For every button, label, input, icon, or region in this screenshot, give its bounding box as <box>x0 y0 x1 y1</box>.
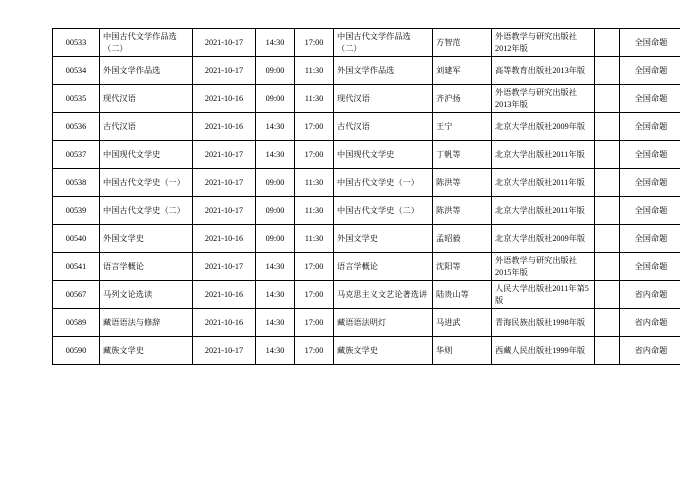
cell-book-title: 藏语语法明灯 <box>334 309 433 337</box>
cell-course-name: 古代汉语 <box>100 113 193 141</box>
cell-publisher: 北京大学出版社2009年版 <box>492 225 595 253</box>
cell-course-name: 语言学概论 <box>100 253 193 281</box>
cell-course-name: 藏语语法与修辞 <box>100 309 193 337</box>
table-row <box>53 113 680 141</box>
cell-book-title: 古代汉语 <box>334 113 433 141</box>
cell-exam-date: 2021-10-17 <box>193 169 256 197</box>
cell-course-name: 外国文学史 <box>100 225 193 253</box>
cell-blank <box>595 57 620 85</box>
cell-course-code: 00538 <box>53 169 100 197</box>
cell-exam-date: 2021-10-16 <box>193 113 256 141</box>
cell-course-name: 中国古代文学作品选（二） <box>100 29 193 57</box>
cell-book-title: 中国古代文学史（二） <box>334 197 433 225</box>
cell-author: 沈阳等 <box>433 253 492 281</box>
table-row <box>53 169 680 197</box>
cell-publisher: 高等教育出版社2013年版 <box>492 57 595 85</box>
cell-publisher: 北京大学出版社2011年版 <box>492 141 595 169</box>
cell-book-title: 马克思主义文艺论著选讲 <box>334 281 433 309</box>
table-row <box>53 225 680 253</box>
cell-book-title: 外国文学作品选 <box>334 57 433 85</box>
cell-exam-date: 2021-10-17 <box>193 337 256 365</box>
cell-blank <box>595 281 620 309</box>
table-row <box>53 85 680 113</box>
cell-author: 华则 <box>433 337 492 365</box>
cell-author: 陆贵山等 <box>433 281 492 309</box>
cell-end-time: 17:00 <box>295 309 334 337</box>
cell-publisher: 外语教学与研究出版社2012年版 <box>492 29 595 57</box>
cell-exam-scope: 省内命题 <box>620 309 680 337</box>
table-row <box>53 253 680 281</box>
cell-exam-date: 2021-10-17 <box>193 253 256 281</box>
cell-exam-date: 2021-10-16 <box>193 281 256 309</box>
cell-book-title: 中国古代文学史（一） <box>334 169 433 197</box>
cell-exam-scope: 全国命题 <box>620 197 680 225</box>
table-row <box>53 197 680 225</box>
table-row <box>53 29 680 57</box>
cell-book-title: 藏族文学史 <box>334 337 433 365</box>
cell-blank <box>595 29 620 57</box>
cell-end-time: 17:00 <box>295 337 334 365</box>
cell-end-time: 11:30 <box>295 225 334 253</box>
cell-exam-date: 2021-10-16 <box>193 309 256 337</box>
cell-end-time: 17:00 <box>295 29 334 57</box>
cell-course-name: 中国现代文学史 <box>100 141 193 169</box>
cell-exam-scope: 全国命题 <box>620 253 680 281</box>
cell-exam-scope: 全国命题 <box>620 225 680 253</box>
cell-start-time: 14:30 <box>256 253 295 281</box>
cell-start-time: 14:30 <box>256 29 295 57</box>
cell-author: 孟昭毅 <box>433 225 492 253</box>
cell-exam-date: 2021-10-17 <box>193 57 256 85</box>
cell-author: 马进武 <box>433 309 492 337</box>
cell-end-time: 17:00 <box>295 281 334 309</box>
cell-author: 王宁 <box>433 113 492 141</box>
cell-blank <box>595 85 620 113</box>
cell-exam-scope: 全国命题 <box>620 85 680 113</box>
table-row <box>53 309 680 337</box>
table-row <box>53 281 680 309</box>
cell-author: 刘建军 <box>433 57 492 85</box>
cell-exam-date: 2021-10-16 <box>193 225 256 253</box>
cell-blank <box>595 253 620 281</box>
table-row <box>53 57 680 85</box>
cell-start-time: 09:00 <box>256 169 295 197</box>
cell-start-time: 14:30 <box>256 337 295 365</box>
cell-book-title: 中国古代文学作品选（二） <box>334 29 433 57</box>
cell-start-time: 14:30 <box>256 113 295 141</box>
cell-course-name: 现代汉语 <box>100 85 193 113</box>
cell-exam-date: 2021-10-17 <box>193 141 256 169</box>
cell-exam-scope: 省内命题 <box>620 337 680 365</box>
cell-course-code: 00540 <box>53 225 100 253</box>
cell-publisher: 北京大学出版社2009年版 <box>492 113 595 141</box>
cell-course-code: 00541 <box>53 253 100 281</box>
cell-exam-scope: 全国命题 <box>620 57 680 85</box>
cell-course-name: 中国古代文学史（二） <box>100 197 193 225</box>
cell-start-time: 09:00 <box>256 225 295 253</box>
cell-author: 陈洪等 <box>433 197 492 225</box>
cell-blank <box>595 169 620 197</box>
cell-book-title: 中国现代文学史 <box>334 141 433 169</box>
cell-blank <box>595 309 620 337</box>
cell-course-code: 00590 <box>53 337 100 365</box>
cell-end-time: 11:30 <box>295 85 334 113</box>
cell-blank <box>595 225 620 253</box>
cell-course-code: 00537 <box>53 141 100 169</box>
cell-book-title: 现代汉语 <box>334 85 433 113</box>
cell-end-time: 17:00 <box>295 113 334 141</box>
cell-course-name: 中国古代文学史（一） <box>100 169 193 197</box>
cell-publisher: 外语教学与研究出版社2013年版 <box>492 85 595 113</box>
cell-blank <box>595 197 620 225</box>
cell-exam-scope: 全国命题 <box>620 169 680 197</box>
cell-course-code: 00539 <box>53 197 100 225</box>
cell-end-time: 11:30 <box>295 57 334 85</box>
cell-author: 丁帆等 <box>433 141 492 169</box>
exam-schedule-table <box>52 28 680 365</box>
cell-course-code: 00533 <box>53 29 100 57</box>
cell-end-time: 11:30 <box>295 169 334 197</box>
table-row <box>53 141 680 169</box>
cell-course-name: 藏族文学史 <box>100 337 193 365</box>
cell-start-time: 09:00 <box>256 85 295 113</box>
cell-publisher: 北京大学出版社2011年版 <box>492 197 595 225</box>
cell-book-title: 语言学概论 <box>334 253 433 281</box>
cell-course-name: 马列文论选读 <box>100 281 193 309</box>
cell-course-code: 00567 <box>53 281 100 309</box>
cell-course-code: 00535 <box>53 85 100 113</box>
cell-author: 齐沪扬 <box>433 85 492 113</box>
cell-end-time: 11:30 <box>295 197 334 225</box>
cell-publisher: 青海民族出版社1998年版 <box>492 309 595 337</box>
cell-publisher: 北京大学出版社2011年版 <box>492 169 595 197</box>
cell-book-title: 外国文学史 <box>334 225 433 253</box>
cell-exam-date: 2021-10-16 <box>193 85 256 113</box>
cell-exam-scope: 全国命题 <box>620 141 680 169</box>
cell-exam-scope: 省内命题 <box>620 281 680 309</box>
cell-start-time: 09:00 <box>256 197 295 225</box>
cell-blank <box>595 113 620 141</box>
cell-start-time: 09:00 <box>256 57 295 85</box>
cell-start-time: 14:30 <box>256 281 295 309</box>
cell-course-code: 00589 <box>53 309 100 337</box>
cell-start-time: 14:30 <box>256 309 295 337</box>
cell-end-time: 17:00 <box>295 141 334 169</box>
cell-publisher: 人民大学出版社2011年第5版 <box>492 281 595 309</box>
cell-publisher: 西藏人民出版社1999年版 <box>492 337 595 365</box>
cell-end-time: 17:00 <box>295 253 334 281</box>
table-row <box>53 337 680 365</box>
cell-blank <box>595 337 620 365</box>
cell-course-code: 00536 <box>53 113 100 141</box>
cell-course-code: 00534 <box>53 57 100 85</box>
cell-author: 方智范 <box>433 29 492 57</box>
cell-blank <box>595 141 620 169</box>
table-body <box>53 29 680 365</box>
cell-start-time: 14:30 <box>256 141 295 169</box>
cell-exam-date: 2021-10-17 <box>193 29 256 57</box>
cell-course-name: 外国文学作品选 <box>100 57 193 85</box>
cell-publisher: 外语教学与研究出版社2015年版 <box>492 253 595 281</box>
cell-exam-date: 2021-10-17 <box>193 197 256 225</box>
cell-author: 陈洪等 <box>433 169 492 197</box>
cell-exam-scope: 全国命题 <box>620 113 680 141</box>
cell-exam-scope: 全国命题 <box>620 29 680 57</box>
